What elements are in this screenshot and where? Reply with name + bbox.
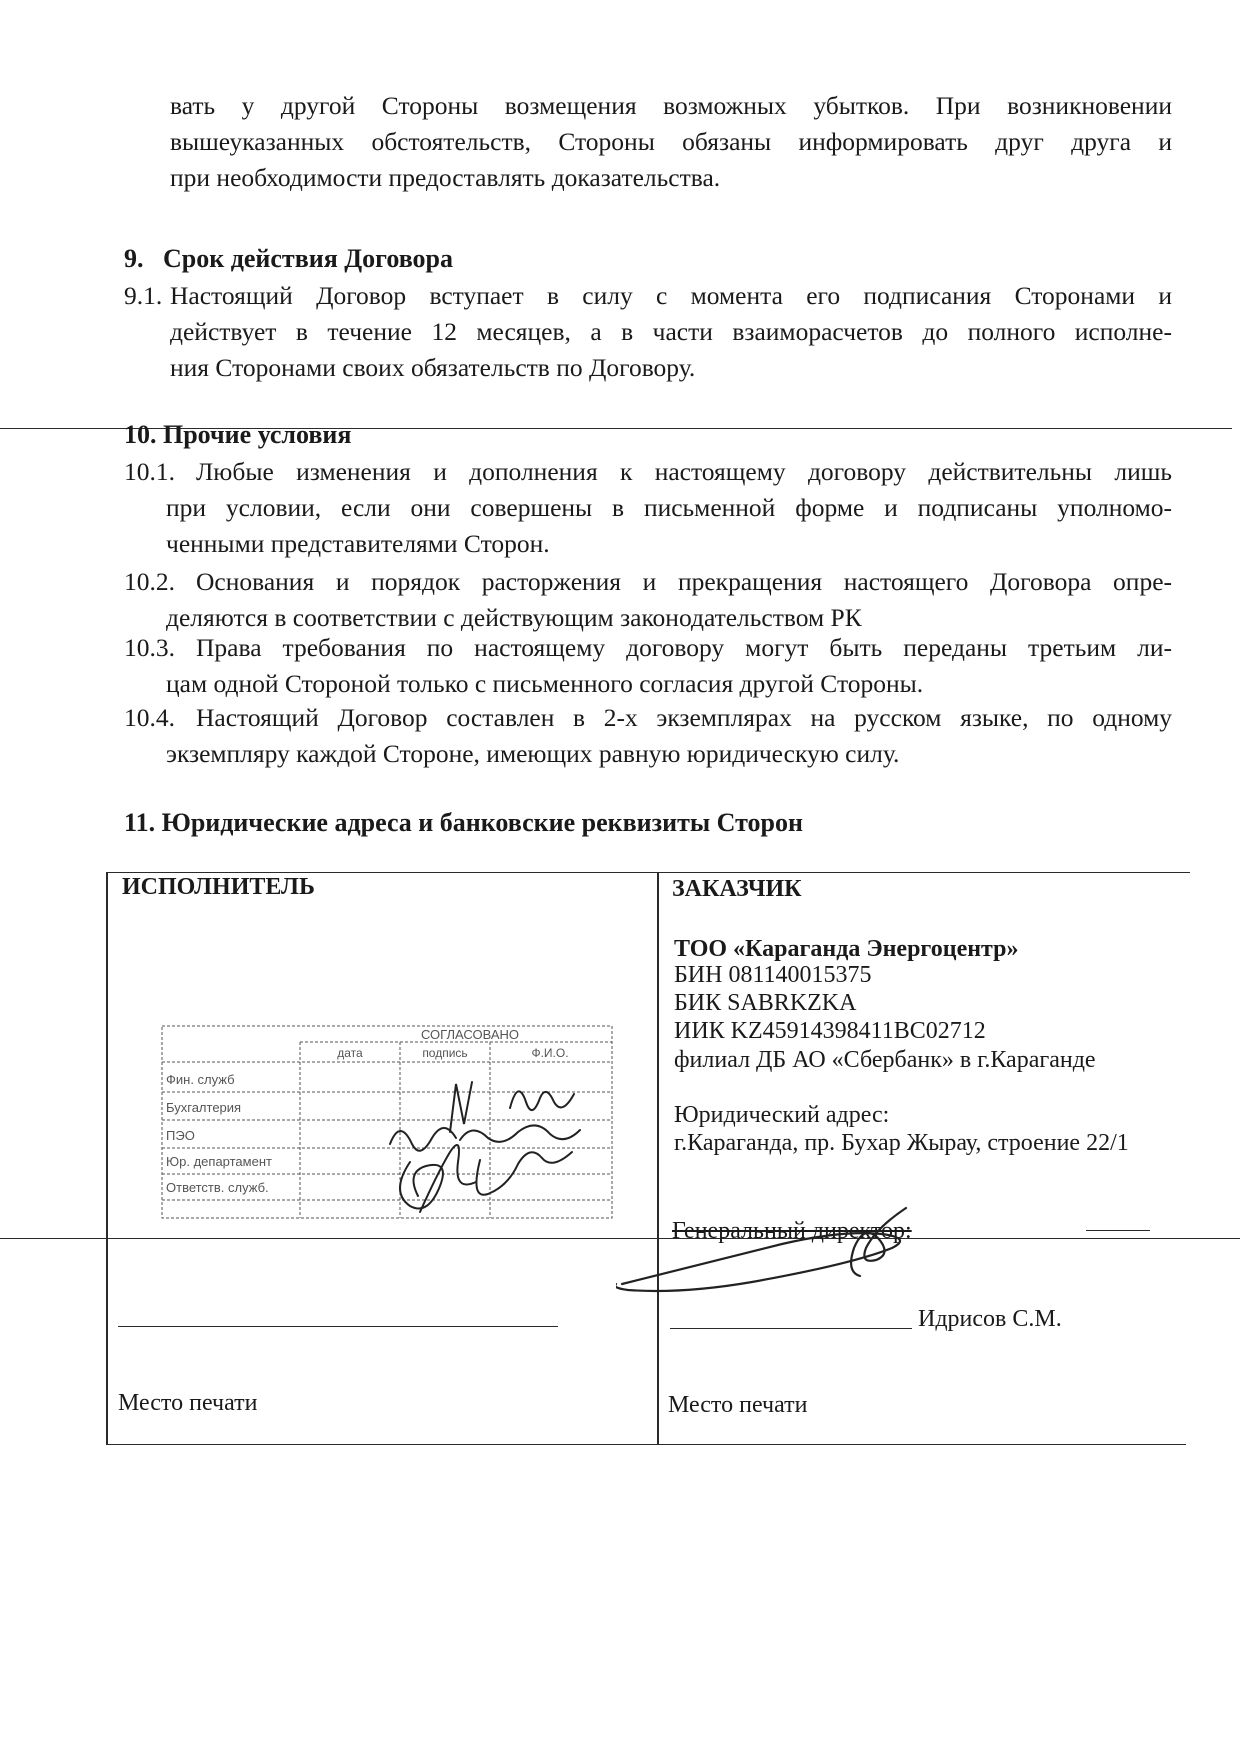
intro-line: при необходимости предоставлять доказательства. — [170, 163, 721, 192]
clause-10-1 — [124, 454, 1172, 564]
stamp-column-header: подпись — [422, 1046, 468, 1060]
stamp-row-label: ПЭО — [166, 1128, 195, 1143]
stamp-column-header: дата — [337, 1046, 363, 1060]
table-left-border — [106, 872, 108, 1444]
clause-number: 10.1. — [124, 457, 175, 486]
stamp-signature-6 — [476, 1152, 572, 1195]
customer-signatory: Идрисов С.М. — [918, 1306, 1062, 1332]
table-top-border — [108, 872, 1190, 873]
customer-iik: ИИК KZ45914398411BC02712 — [674, 1018, 986, 1044]
scan-line-right — [1086, 1230, 1150, 1231]
clause-10-4 — [124, 700, 1172, 772]
clause-number: 10.2. — [124, 567, 175, 596]
customer-bank: филиал ДБ АО «Сбербанк» в г.Караганде — [674, 1047, 1096, 1073]
customer-address: г.Караганда, пр. Бухар Жырау, строение 22/1 — [674, 1130, 1129, 1156]
clause-line: Настоящий Договор вступает в силу с момента его подписания Сторонами и — [170, 281, 1172, 310]
clause-line: действует в течение 12 месяцев, а в части взаиморасчетов до полного исполне- — [170, 317, 1172, 346]
clause-number: 10.3. — [124, 633, 175, 662]
section-11-title: 11. Юридические адреса и банковские реквизиты Сторон — [124, 808, 803, 837]
approval-stamp — [160, 1012, 620, 1224]
clause-line: Права требования по настоящему договору могут быть переданы третьим ли- — [196, 633, 1172, 662]
clause-number: 10.4. — [124, 703, 175, 732]
clause-line: деляются в соответствии с действующим законодательством РК — [166, 603, 862, 632]
clause-9-1 — [124, 278, 1172, 388]
customer-company: ТОО «Караганда Энергоцентр» — [674, 936, 1019, 962]
stamp-row-label: Ответств. служб. — [166, 1180, 269, 1195]
stamp-row-label: Юр. департамент — [166, 1154, 272, 1169]
clause-number: 9.1. — [124, 281, 163, 310]
section-9-title: 9. Срок действия Договора — [124, 244, 454, 273]
customer-bik: БИК SABRKZKA — [674, 990, 857, 1016]
customer-address-label: Юридический адрес: — [674, 1102, 890, 1128]
customer-position: Генеральный директор: — [672, 1218, 912, 1244]
stamp-column-header: Ф.И.О. — [531, 1046, 569, 1060]
intro-line: вышеуказанных обстоятельств, Стороны обязаны информировать друг друга и — [170, 127, 1172, 156]
clause-line: ния Сторонами своих обязательств по Договору. — [170, 353, 696, 382]
stamp-signature-2 — [510, 1091, 574, 1110]
stamp-signature-7 — [420, 1145, 476, 1212]
clause-10-3 — [124, 630, 1172, 702]
clause-line: при условии, если они совершены в письменной форме и подписаны уполномо- — [166, 493, 1172, 522]
executor-stamp-place: Место печати — [118, 1390, 258, 1416]
stamp-signature-4 — [460, 1125, 580, 1141]
stamp-row-label: Бухгалтерия — [166, 1100, 242, 1115]
customer-stamp-place: Место печати — [668, 1392, 808, 1418]
stamp-signature-5 — [400, 1162, 443, 1209]
executor-signature-line — [118, 1326, 558, 1327]
customer-signature-line — [670, 1328, 912, 1329]
stamp-signature-1 — [450, 1082, 472, 1132]
customer-bin: БИН 081140015375 — [674, 962, 872, 988]
clause-line: экземпляру каждой Стороне, имеющих равную юридическую силу. — [166, 739, 900, 768]
executor-header: ИСПОЛНИТЕЛЬ — [122, 874, 315, 900]
intro-paragraph — [170, 88, 1172, 196]
intro-line: вать у другой Стороны возмещения возможных убытков. При возникновении — [170, 91, 1172, 120]
clause-line: цам одной Стороной только с письменного согласия другой Стороны. — [166, 669, 924, 698]
table-bottom-border — [106, 1444, 1186, 1445]
customer-signature — [616, 1198, 936, 1308]
clause-line: Основания и порядок расторжения и прекращения настоящего Договора опре- — [196, 567, 1172, 596]
customer-header: ЗАКАЗЧИК — [672, 876, 802, 902]
clause-line: Любые изменения и дополнения к настоящему договору действительны лишь — [196, 457, 1172, 486]
table-middle-border — [657, 872, 659, 1444]
stamp-row-label: Фин. служб — [166, 1072, 235, 1087]
clause-line: Настоящий Договор составлен в 2-х экземплярах на русском языке, по одному — [196, 703, 1172, 732]
clause-10-2 — [124, 564, 1172, 636]
section-10-title: 10. Прочие условия — [124, 420, 352, 449]
clause-line: ченными представителями Сторон. — [166, 529, 550, 558]
stamp-title: СОГЛАСОВАНО — [420, 1027, 520, 1042]
